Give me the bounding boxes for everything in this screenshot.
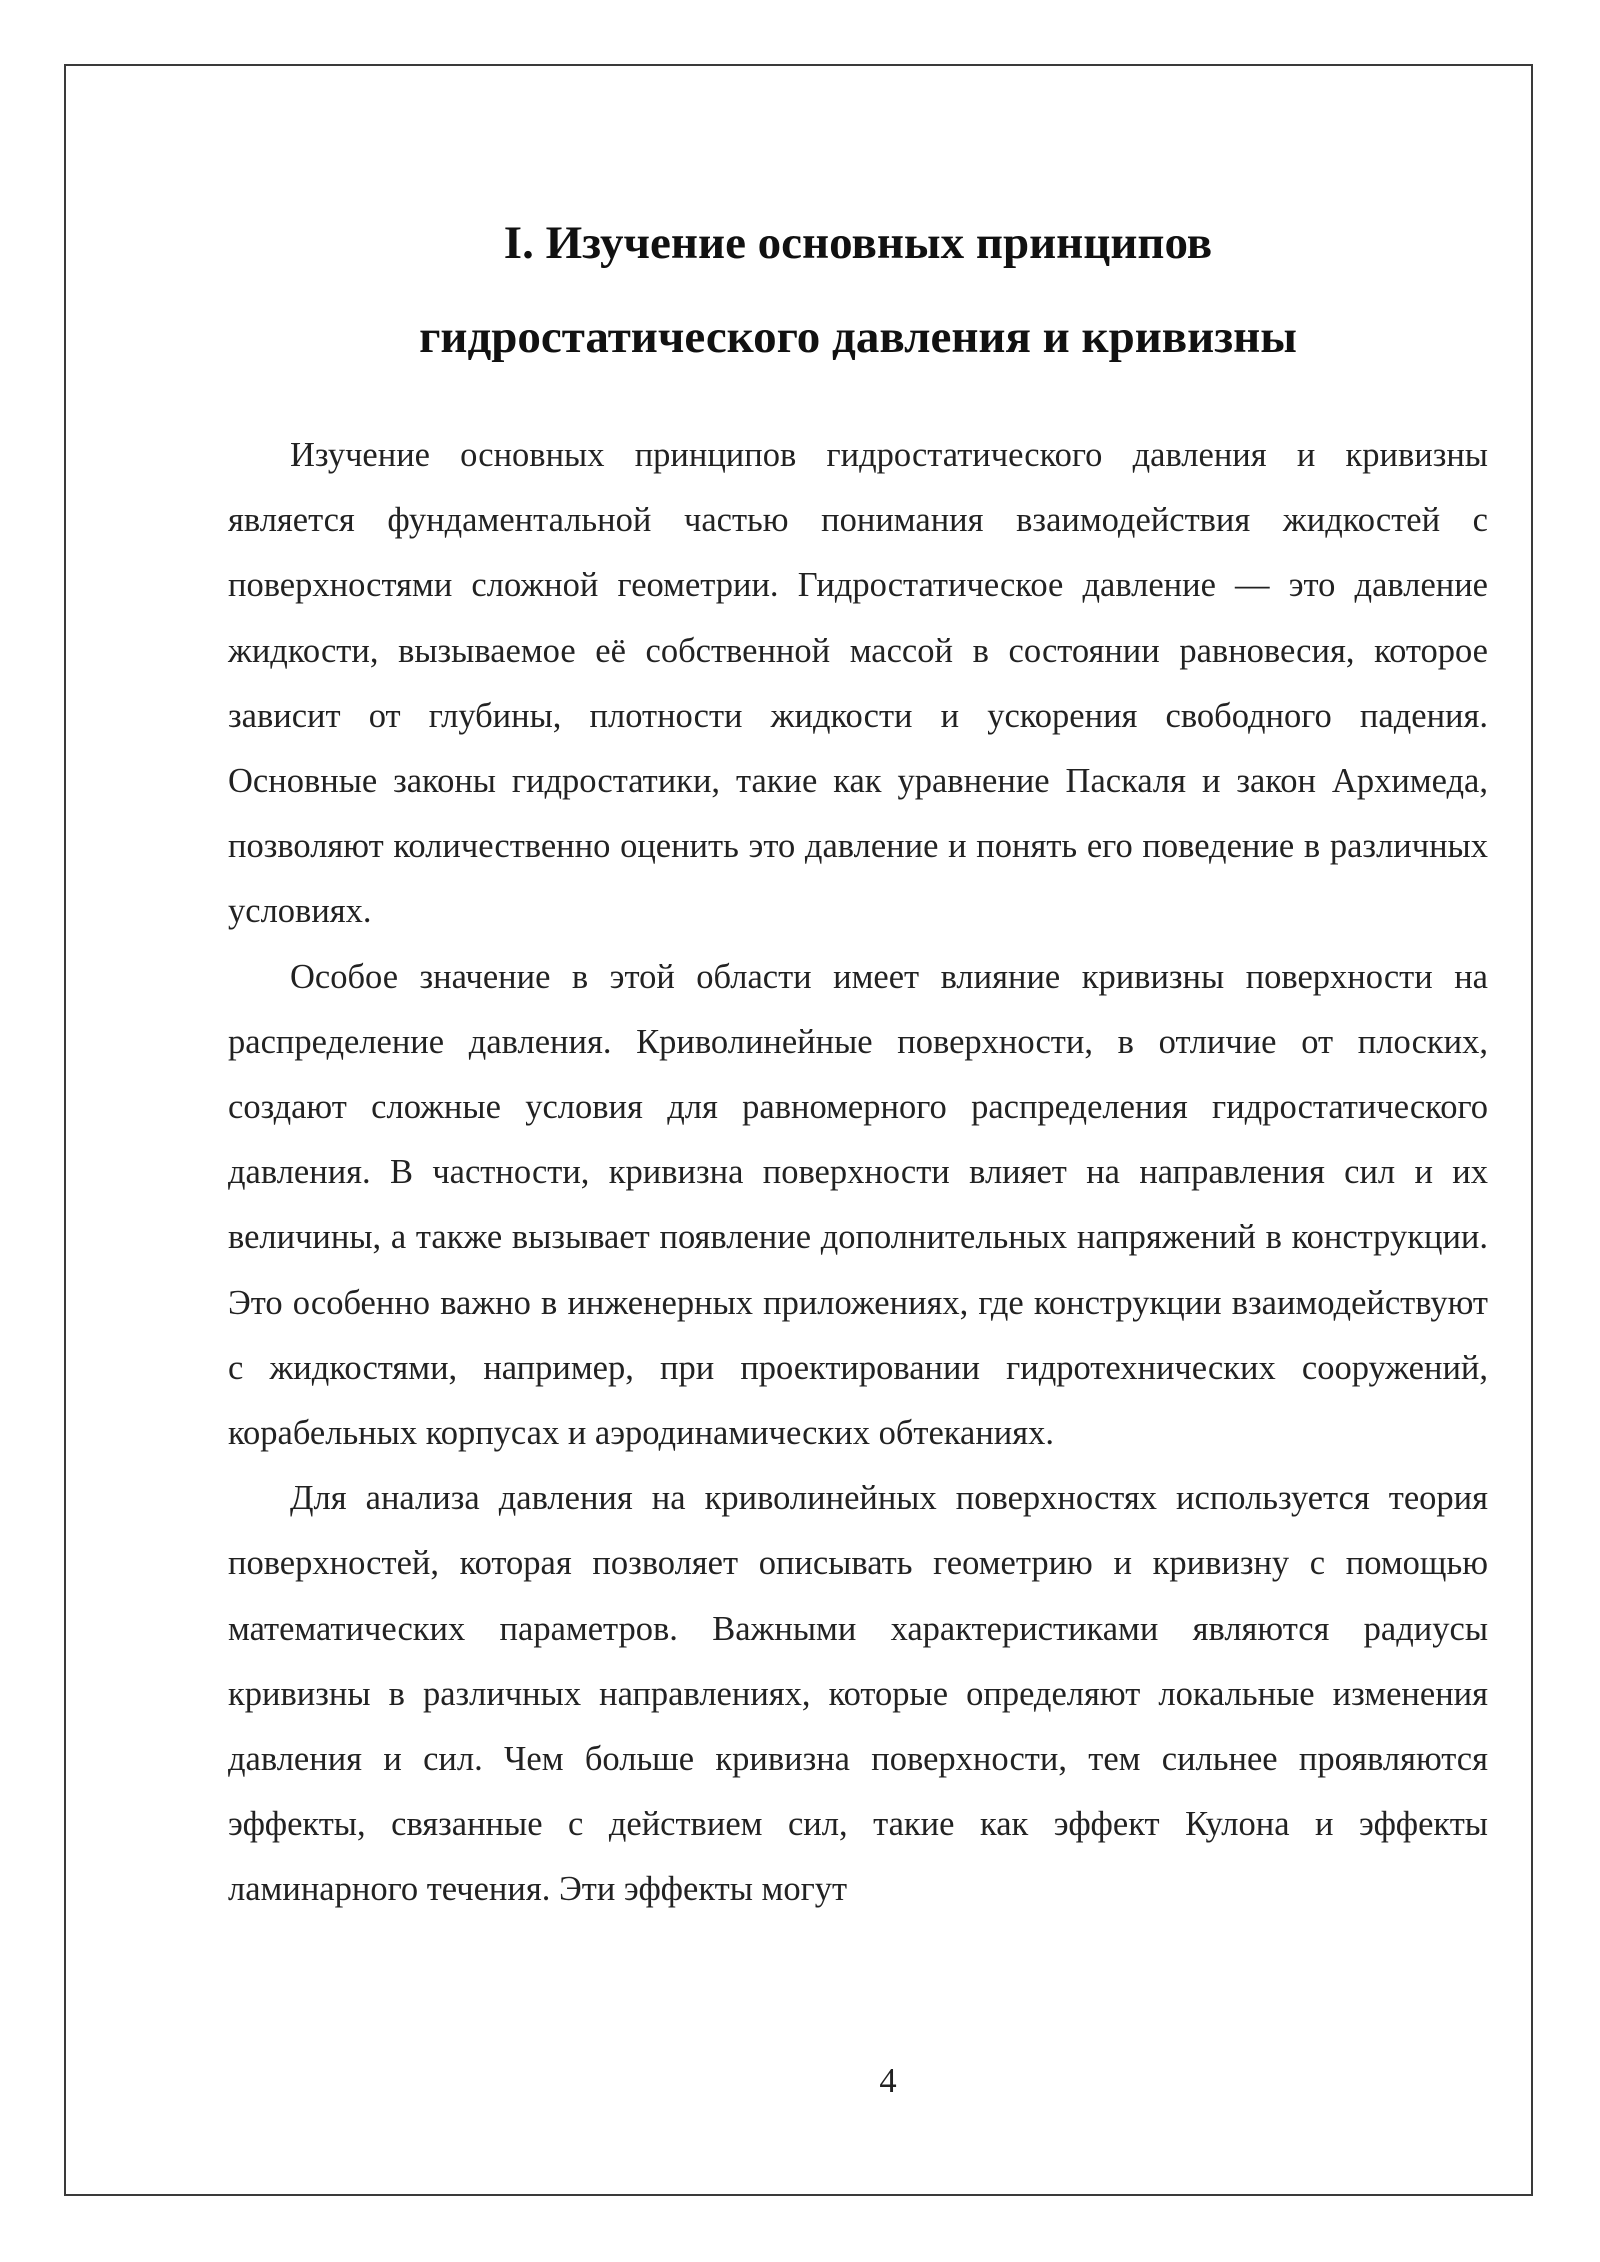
paragraph-1: Изучение основных принципов гидростатического давления и кривизны является фундаментальной частью понимания взаимодействия жидкостей с поверхностями сложной геометрии. Гидростатическое давление — это давление жидкости, вызываемое её собственной массой в состоянии равновесия, которое зависит от глубины, плотности жидкости и ускорения свободного падения. Основные законы гидростатики, такие как уравнение Паскаля и закон Архимеда, позволяют количественно оценить это давление и понять его поведение в различных условиях. [228,436,1488,931]
page-number: 4 [879,2062,897,2100]
body-text [228,423,1488,1923]
heading-line-2: гидростатического давления и кривизны [419,311,1297,363]
paragraph-2: Особое значение в этой области имеет влияние кривизны поверхности на распределение давления. Криволинейные поверхности, в отличие от плоских, создают сложные условия для равномерного распределения гидростатического давления. В частности, кривизна поверхности влияет на направления сил и их величины, а также вызывает появление дополнительных напряжений в конструкции. Это особенно важно в инженерных приложениях, где конструкции взаимодействуют с жидкостями, например, при проектировании гидротехнических сооружений, корабельных корпусах и аэродинамических обтеканиях. [228,957,1488,1453]
heading-line-1: I. Изучение основных принципов [503,217,1213,269]
paragraph-3: Для анализа давления на криволинейных поверхностях используется теория поверхностей, которая позволяет описывать геометрию и кривизну с помощью математических параметров. Важными характеристиками являются радиусы кривизны в различных направлениях, которые определяют локальные изменения давления и сил. Чем больше кривизна поверхности, тем сильнее проявляются эффекты, связанные с действием сил, такие как эффект Кулона и эффекты ламинарного течения. Эти эффекты могут [228,1479,1488,1909]
chapter-heading [228,196,1488,384]
